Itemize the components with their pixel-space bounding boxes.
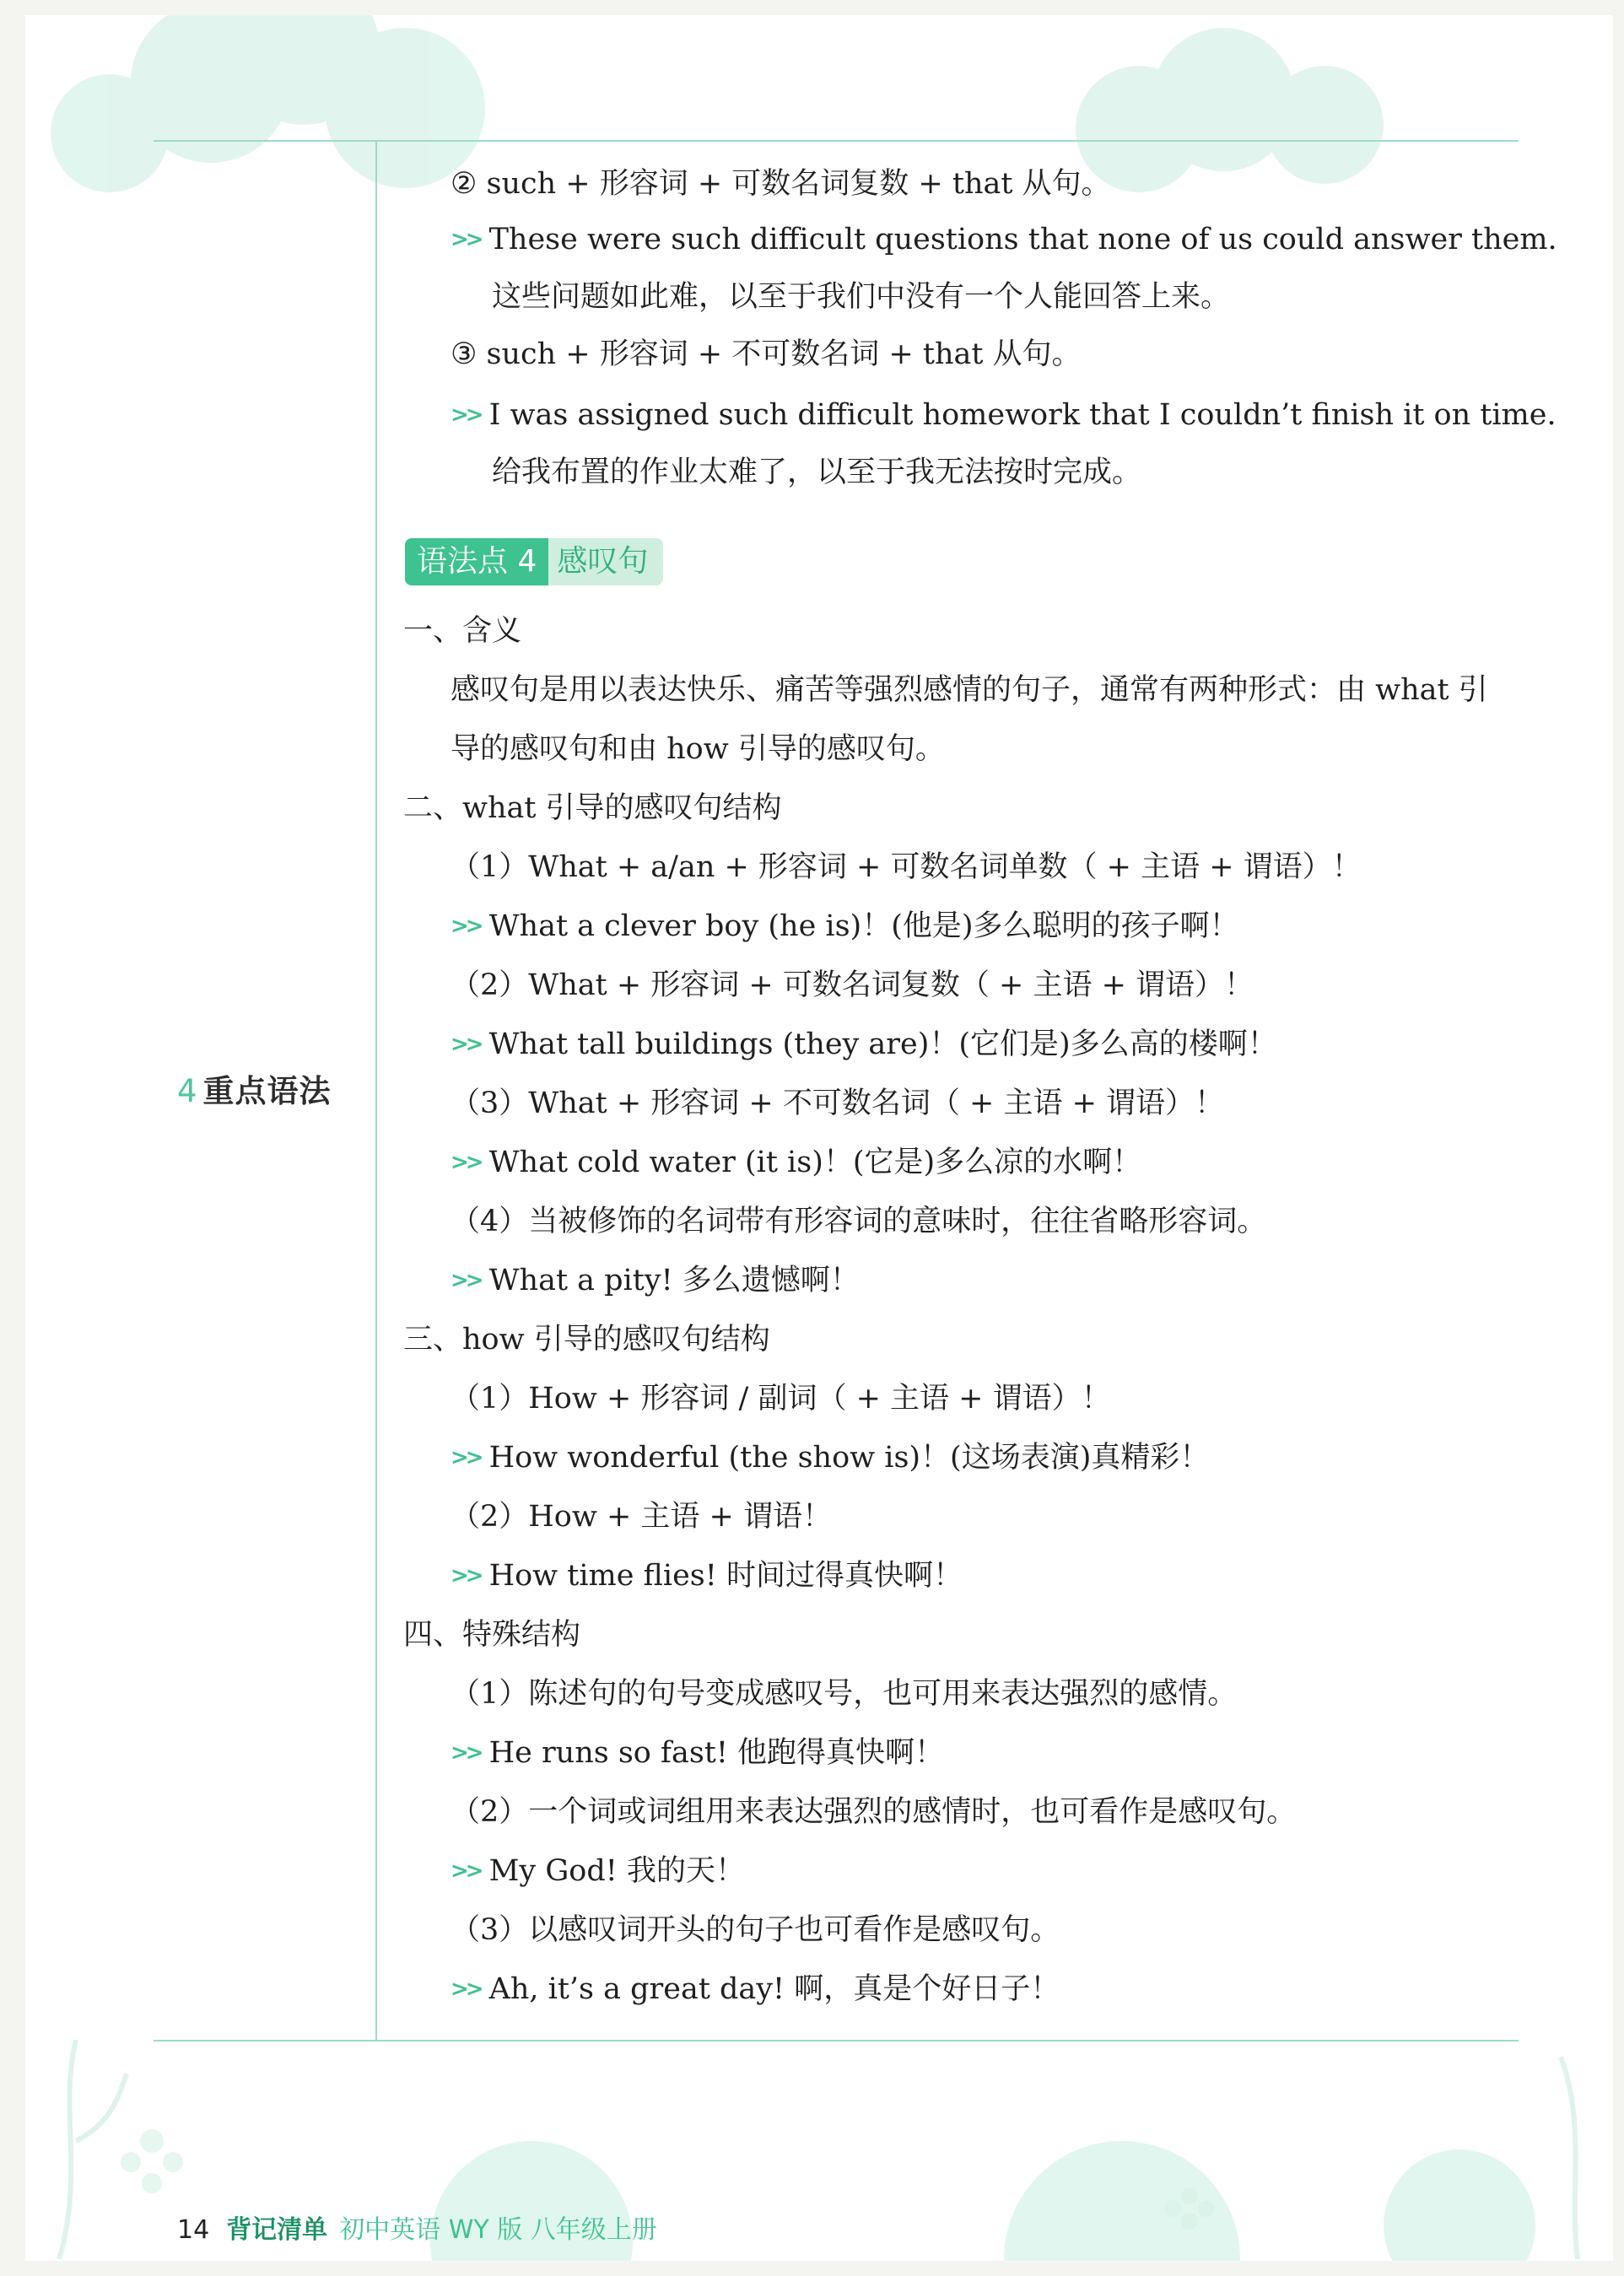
- grammar-point-heading: [405, 538, 663, 585]
- line-text: What cold water (it is)！(它是)多么凉的水啊！: [488, 1146, 1142, 1179]
- example-line: [451, 908, 1239, 947]
- line-text: （3）以感叹词开头的句子也可看作是感叹句。: [451, 1913, 1060, 1947]
- line-text: 四、特殊结构: [403, 1618, 581, 1652]
- example-line: [451, 1734, 944, 1774]
- list-item: [451, 336, 1082, 373]
- page-footer: [177, 2209, 657, 2246]
- list-item: [451, 671, 1488, 709]
- line-text: 一、含义: [403, 614, 522, 648]
- list-item: [451, 731, 945, 768]
- translation-line: [492, 278, 1230, 316]
- line-text: 二、what 引导的感叹句结构: [403, 791, 782, 825]
- side-label-text: 重点语法: [202, 1073, 332, 1109]
- list-item: [451, 1498, 832, 1535]
- example-marker-icon: >>: [451, 1977, 481, 2002]
- page: [25, 15, 1613, 2261]
- example-line: [451, 221, 1557, 261]
- example-line: [451, 1557, 963, 1597]
- line-text: （1）陈述句的句号变成感叹号，也可用来表达强烈的感情。: [451, 1677, 1238, 1711]
- bottom-rule: [154, 2040, 1519, 2041]
- side-label: [177, 1065, 332, 1111]
- line-text: （2）一个词或词组用来表达强烈的感情时，也可看作是感叹句。: [451, 1795, 1297, 1829]
- line-text: （2）How + 主语 + 谓语！: [451, 1500, 832, 1534]
- section-heading: [403, 790, 782, 827]
- example-marker-icon: >>: [451, 1563, 481, 1588]
- line-text: 感叹句是用以表达快乐、痛苦等强烈感情的句子，通常有两种形式：由 what 引: [451, 673, 1488, 707]
- example-marker-icon: >>: [451, 1445, 481, 1470]
- list-item: [451, 165, 1111, 202]
- page-number: 14: [177, 2215, 210, 2245]
- example-marker-icon: >>: [451, 227, 481, 252]
- example-marker-icon: >>: [451, 1740, 481, 1766]
- list-item: [451, 1675, 1237, 1712]
- example-line: [451, 1262, 860, 1302]
- list-item: [451, 849, 1362, 886]
- example-marker-icon: >>: [451, 402, 481, 428]
- line-text: 三、how 引导的感叹句结构: [403, 1323, 770, 1356]
- example-line: [451, 1026, 1277, 1065]
- example-line: [451, 1439, 1209, 1479]
- example-line: [451, 1971, 1060, 2010]
- list-item: [451, 967, 1254, 1004]
- line-text: What a clever boy (he is)！(他是)多么聪明的孩子啊！: [488, 909, 1239, 943]
- book-title: 背记清单: [226, 2215, 328, 2245]
- line-text: He runs so fast! 他跑得真快啊！: [488, 1736, 945, 1770]
- line-text: ③ such + 形容词 + 不可数名词 + that 从句。: [451, 337, 1082, 371]
- line-text: 给我布置的作业太难了，以至于我无法按时完成。: [492, 456, 1142, 489]
- top-rule: [154, 140, 1519, 142]
- example-marker-icon: >>: [451, 1858, 481, 1884]
- example-line: [451, 1853, 745, 1892]
- example-marker-icon: >>: [451, 914, 481, 939]
- line-text: Ah, it’s a great day! 啊，真是个好日子！: [488, 1972, 1060, 2006]
- list-item: [451, 1380, 1111, 1417]
- list-item: [451, 1793, 1296, 1831]
- column-divider: [375, 142, 377, 2041]
- line-text: （3）What + 形容词 + 不可数名词（ + 主语 + 谓语）！: [451, 1087, 1225, 1120]
- example-marker-icon: >>: [451, 1268, 481, 1293]
- list-item: [451, 1203, 1266, 1240]
- line-text: How wonderful (the show is)！(这场表演)真精彩！: [488, 1441, 1210, 1475]
- line-text: What tall buildings (they are)！(它们是)多么高的楼啊！: [488, 1027, 1277, 1061]
- section-heading: [403, 612, 521, 650]
- line-text: These were such difficult questions that none of us could answer them.: [488, 223, 1557, 256]
- list-item: [451, 1912, 1060, 1949]
- example-line: [451, 396, 1557, 436]
- line-text: My God! 我的天！: [488, 1854, 745, 1888]
- line-text: （4）当被修饰的名词带有形容词的意味时，往往省略形容词。: [451, 1205, 1267, 1238]
- line-text: 这些问题如此难，以至于我们中没有一个人能回答上来。: [492, 280, 1231, 314]
- section-heading: [403, 1321, 770, 1358]
- line-text: （2）What + 形容词 + 可数名词复数（ + 主语 + 谓语）！: [451, 968, 1254, 1002]
- example-line: [451, 1144, 1141, 1184]
- line-text: What a pity! 多么遗憾啊！: [488, 1264, 860, 1297]
- line-text: 导的感叹句和由 how 引导的感叹句。: [451, 732, 945, 766]
- example-marker-icon: >>: [451, 1032, 481, 1057]
- heading-tag: 语法点 4: [405, 538, 548, 585]
- example-marker-icon: >>: [451, 1150, 481, 1175]
- list-item: [451, 1085, 1224, 1122]
- heading-title: 感叹句: [548, 538, 663, 585]
- translation-line: [492, 454, 1141, 491]
- side-label-number: 4: [177, 1073, 198, 1109]
- book-series: 初中英语 WY 版 八年级上册: [339, 2215, 657, 2245]
- line-text: How time flies! 时间过得真快啊！: [488, 1559, 963, 1593]
- line-text: （1）What + a/an + 形容词 + 可数名词单数（ + 主语 + 谓语）！: [451, 850, 1362, 884]
- line-text: （1）How + 形容词 / 副词（ + 主语 + 谓语）！: [451, 1382, 1111, 1416]
- section-heading: [403, 1616, 580, 1653]
- line-text: ② such + 形容词 + 可数名词复数 + that 从句。: [451, 167, 1111, 201]
- line-text: I was assigned such difficult homework that I couldn’t finish it on time.: [488, 398, 1557, 432]
